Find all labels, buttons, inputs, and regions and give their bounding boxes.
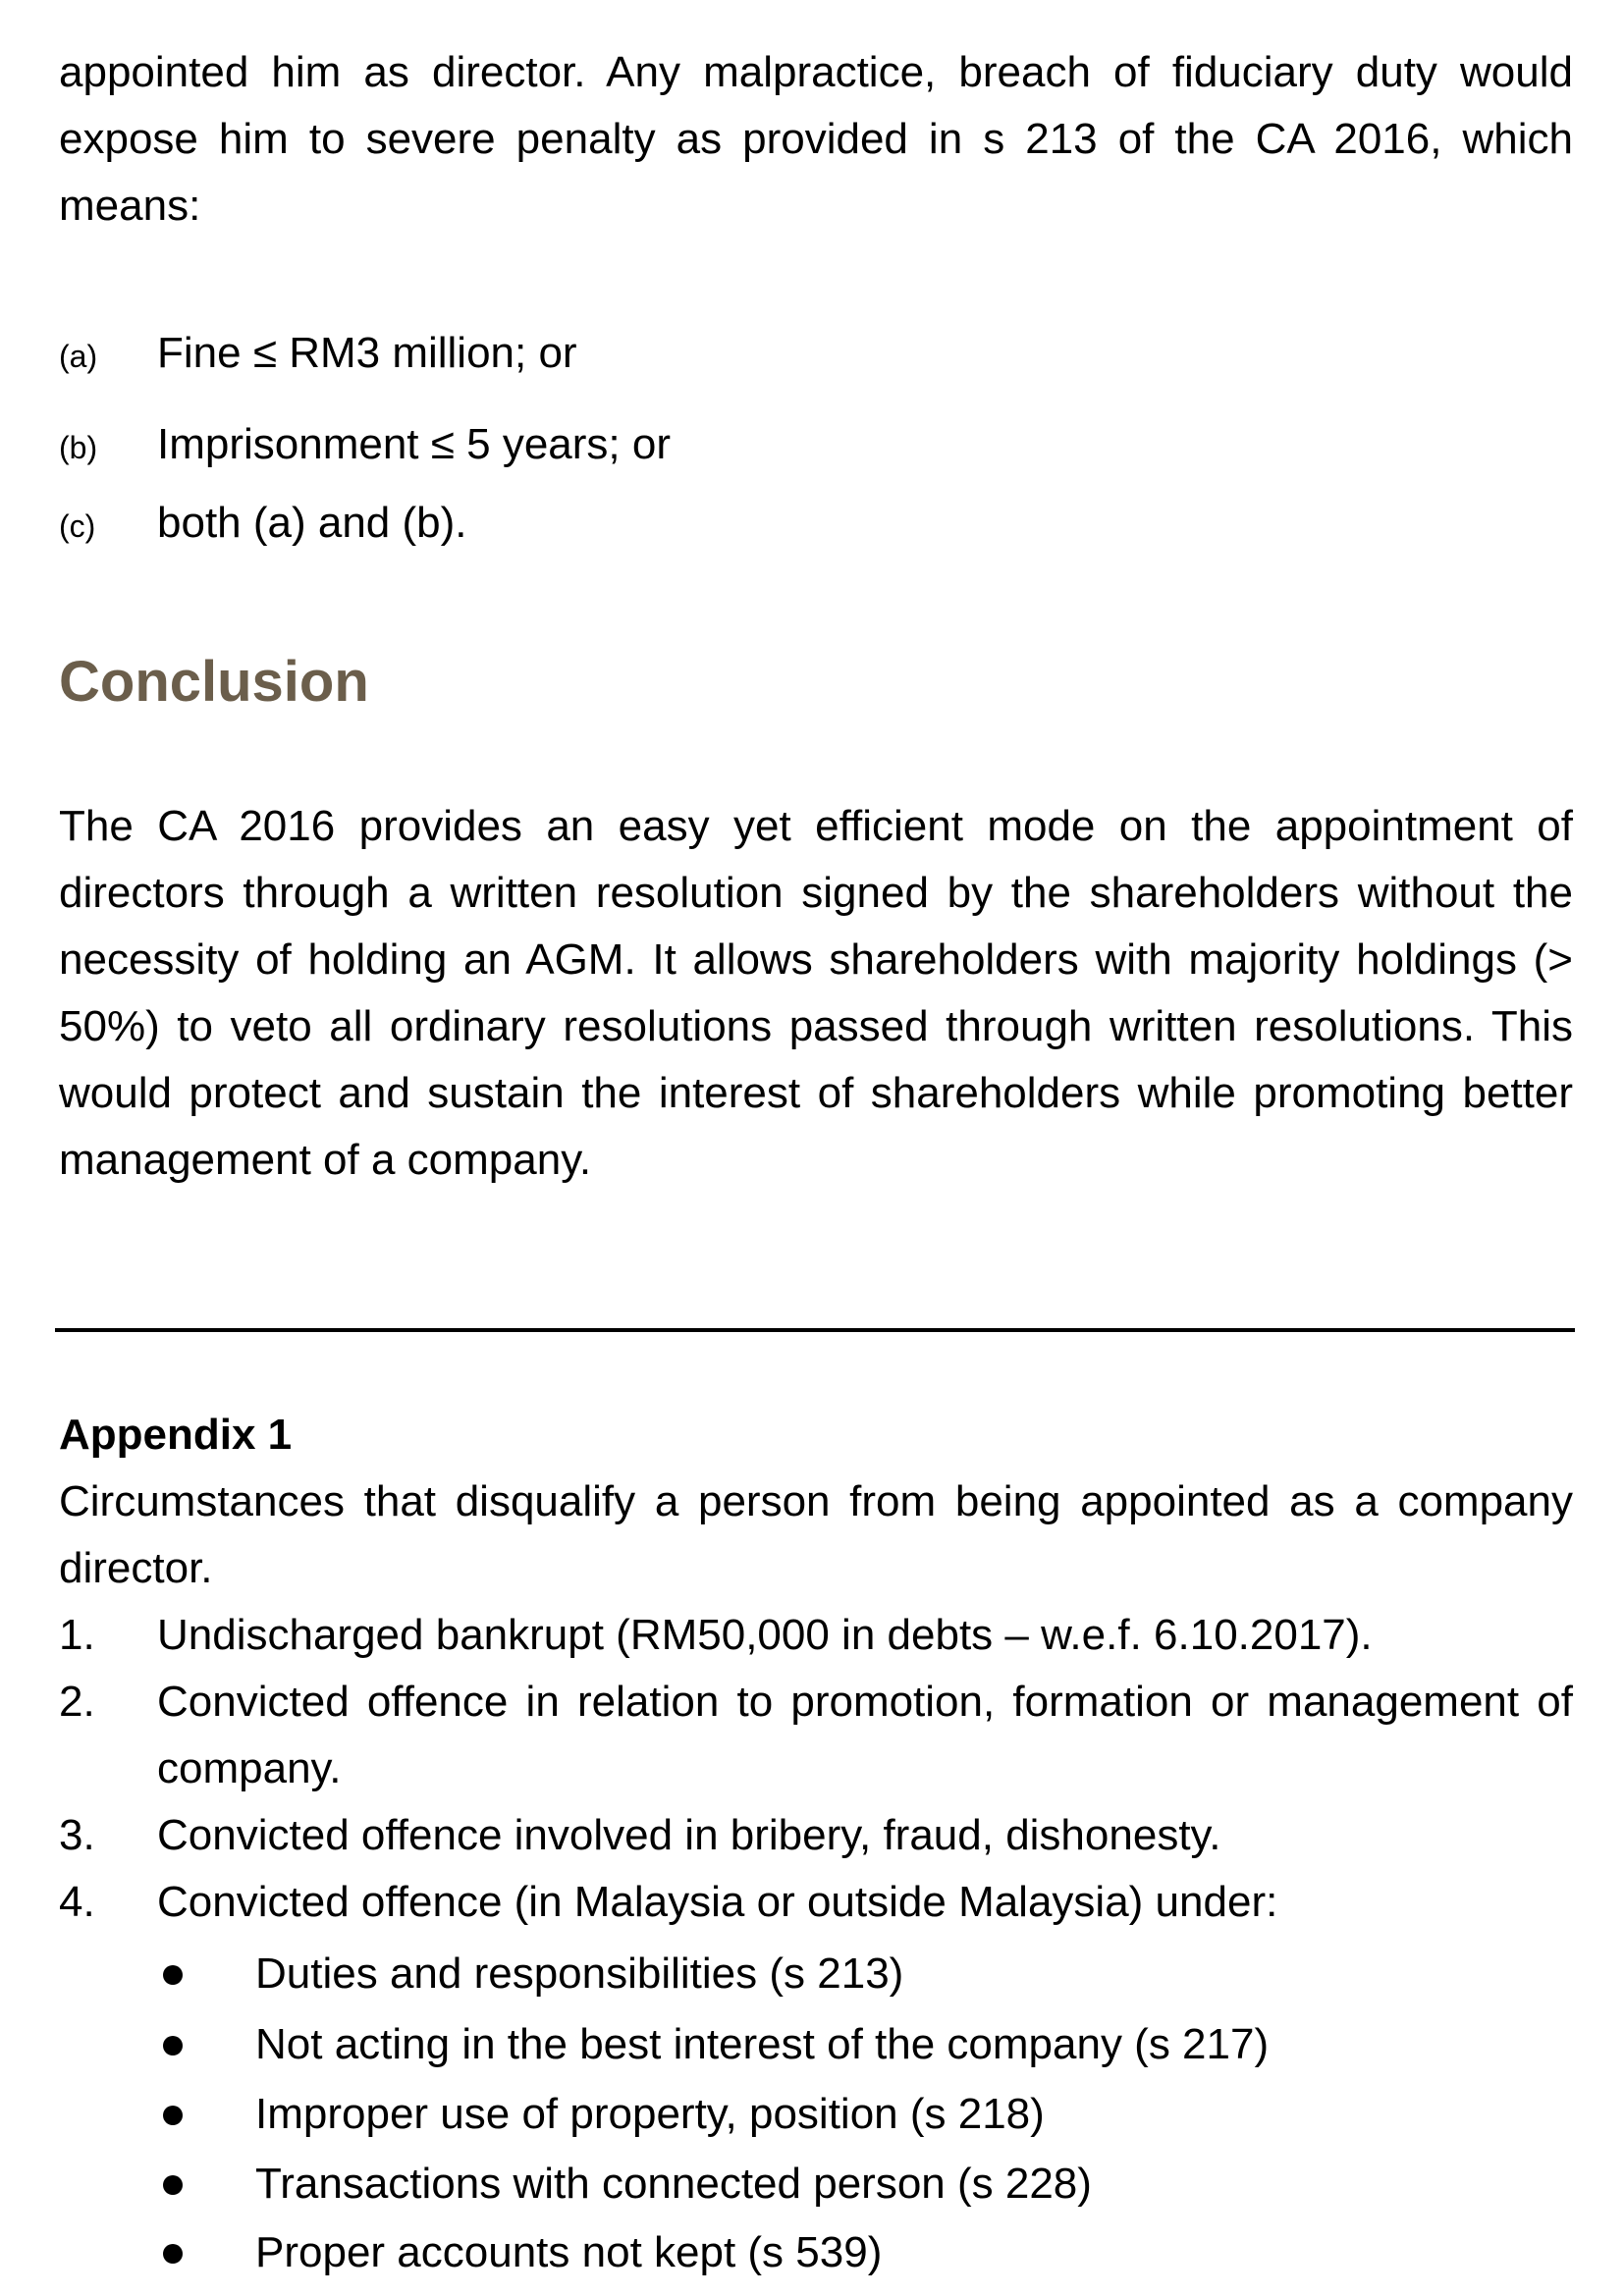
list-item-1: [59, 1602, 1573, 1669]
bullet-icon: [163, 2036, 183, 2056]
bullet-item-5: [157, 2218, 1532, 2287]
bullet-icon: [163, 2106, 183, 2125]
list-number: 4.: [59, 1878, 95, 1926]
list-item-4: [59, 1869, 1573, 1936]
bullet-item-2: [157, 2010, 1532, 2079]
bullet-item-4: [157, 2150, 1532, 2218]
list-number: 2.: [59, 1678, 95, 1726]
penalty-text: both (a) and (b).: [157, 499, 467, 547]
list-number: 3.: [59, 1811, 95, 1859]
bullet-text: Transactions with connected person (s 228): [255, 2160, 1092, 2208]
penalty-marker: (b): [59, 430, 98, 465]
list-text: Convicted offence involved in bribery, fraud, dishonesty.: [157, 1811, 1221, 1859]
list-text: Convicted offence (in Malaysia or outside Malaysia) under:: [157, 1878, 1278, 1926]
list-number: 1.: [59, 1611, 95, 1659]
intro-paragraph: appointed him as director. Any malpractice, breach of fiduciary duty would expose him to severe penalty as provided in s 213 of the CA 2016, which means:: [59, 48, 1573, 230]
bullet-text: Not acting in the best interest of the company (s 217): [255, 2020, 1270, 2068]
penalty-item-c: [59, 494, 1335, 556]
list-text: Convicted offence in relation to promotion, formation or management of company.: [157, 1678, 1573, 1792]
bullet-item-1: [157, 1940, 1532, 2008]
bullet-icon: [163, 2244, 183, 2264]
bullet-text: Duties and responsibilities (s 213): [255, 1949, 904, 1998]
conclusion-paragraph: The CA 2016 provides an easy yet efficient mode on the appointment of directors through a written resolution signed by the shareholders without the necessity of holding an AGM. It allows shareholders with majority holdings (> 50%) to veto all ordinary resolutions passed through written resolutions. This would protect and sustain the interest of shareholders while promoting better management of a company.: [59, 802, 1573, 1184]
conclusion-heading: Conclusion: [59, 650, 369, 714]
penalty-marker: (c): [59, 508, 96, 544]
section-divider: [55, 1328, 1575, 1332]
penalty-marker: (a): [59, 339, 98, 374]
bullet-item-3: [157, 2080, 1532, 2149]
list-item-2: [59, 1669, 1573, 1802]
list-text: Undischarged bankrupt (RM50,000 in debts – w.e.f. 6.10.2017).: [157, 1611, 1373, 1659]
appendix-title: Appendix 1: [59, 1411, 293, 1459]
penalty-item-a: [59, 324, 1335, 386]
penalty-item-b: [59, 415, 1335, 477]
bullet-icon: [163, 1965, 183, 1985]
bullet-icon: [163, 2175, 183, 2195]
list-item-3: [59, 1802, 1573, 1869]
penalty-text: Imprisonment ≤ 5 years; or: [157, 420, 671, 468]
appendix-intro: Circumstances that disqualify a person from being appointed as a company director.: [59, 1477, 1573, 1592]
bullet-text: Proper accounts not kept (s 539): [255, 2228, 883, 2276]
penalty-text: Fine ≤ RM3 million; or: [157, 329, 577, 377]
bullet-text: Improper use of property, position (s 218): [255, 2090, 1045, 2138]
